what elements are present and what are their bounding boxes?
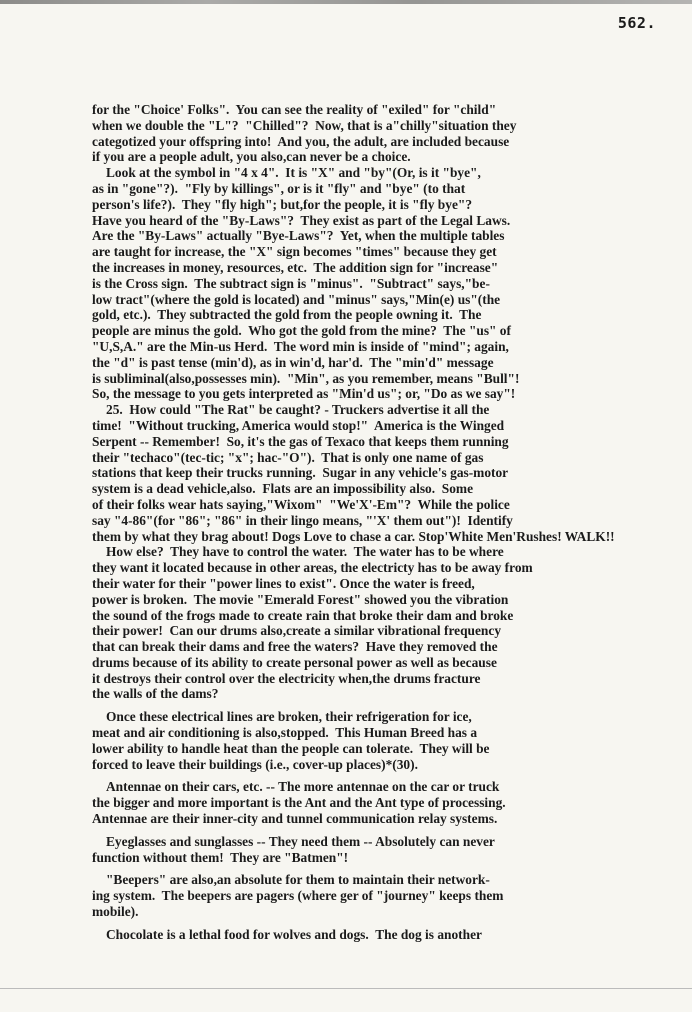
text-line: is the Cross sign. The subtract sign is "minus". "Subtract" says,"be- <box>92 275 490 291</box>
text-line: as in "gone"?). "Fly by killings", or is it "fly" and "bye" (to that <box>92 180 466 196</box>
text-line: Once these electrical lines are broken, their refrigeration for ice, <box>106 709 472 725</box>
text-line: "Beepers" are also,an absolute for them to maintain their network- <box>106 872 490 888</box>
text-line: power is broken. The movie "Emerald Forest" showed you the vibration <box>92 591 509 607</box>
text-line: if you are a people adult, you also,can never be a choice. <box>92 149 411 165</box>
text-line: low tract"(where the gold is located) and "minus" says,"Min(e) us"(the <box>92 291 501 307</box>
text-line: "U,S,A." are the Min-us Herd. The word min is inside of "mind"; again, <box>92 338 509 354</box>
text-line: their power! Can our drums also,create a similar vibrational frequency <box>92 623 502 639</box>
text-line: the bigger and more important is the Ant and the Ant type of processing. <box>92 795 506 811</box>
text-line: that can break their dams and free the waters? Have they removed the <box>92 639 498 655</box>
text-line: time! "Without trucking, America would stop!" America is the Winged <box>92 417 505 433</box>
page-number: 562. <box>617 14 656 32</box>
text-line: their water for their "power lines to exist". Once the water is freed, <box>92 575 475 591</box>
text-line: Are the "By-Laws" actually "Bye-Laws"? Yet, when the multiple tables <box>92 228 505 244</box>
text-line: them by what they brag about! Dogs Love to chase a car. Stop'White Men'Rushes! WALK!! <box>92 528 615 544</box>
text-line: Antennae are their inner-city and tunnel communication relay systems. <box>92 811 498 827</box>
document-body <box>92 102 684 943</box>
text-line: Chocolate is a lethal food for wolves and dogs. The dog is another <box>106 926 482 942</box>
text-line: is subliminal(also,possesses min). "Min", as you remember, means "Bull"! <box>92 370 520 386</box>
text-line: stations that keep their trucks running. Sugar in any vehicle's gas-motor <box>92 465 509 481</box>
text-line: their "techaco"(tec-tic; "x"; hac-"O"). That is only one name of gas <box>92 449 484 465</box>
text-line: they want it located because in other areas, the electricty has to be away from <box>92 560 533 576</box>
text-line: forced to leave their buildings (i.e., cover-up places)*(30). <box>92 756 418 772</box>
text-line: system is a dead vehicle,also. Flats are an impossibility also. Some <box>92 481 474 497</box>
text-line: meat and air conditioning is also,stopped. This Human Breed has a <box>92 725 478 741</box>
text-line: when we double the "L"? "Chilled"? Now, that is a"chilly"situation they <box>92 117 517 133</box>
text-line: for the "Choice' Folks". You can see the reality of "exiled" for "child" <box>92 102 497 117</box>
text-line: of their folks wear hats saying,"Wixom" "We'X'-Em"? While the police <box>92 496 510 512</box>
text-line: Eyeglasses and sunglasses -- They need them -- Absolutely can never <box>106 833 495 849</box>
text-line: How else? They have to control the water. The water has to be where <box>106 544 504 560</box>
text-line: the sound of the frogs made to create rain that broke their dam and broke <box>92 607 514 623</box>
text-line: Look at the symbol in "4 x 4". It is "X" and "by"(Or, is it "bye", <box>106 165 481 181</box>
text-line: say "4-86"(for "86"; "86" in their lingo means, "'X' them out")! Identify <box>92 512 513 528</box>
text-line: people are minus the gold. Who got the gold from the mine? The "us" of <box>92 323 511 339</box>
text-line: Serpent -- Remember! So, it's the gas of Texaco that keeps them running <box>92 433 509 449</box>
text-line: are taught for increase, the "X" sign becomes "times" because they get <box>92 244 497 260</box>
text-line: the increases in money, resources, etc. The addition sign for "increase" <box>92 259 499 275</box>
text-line: the walls of the dams? <box>92 686 219 702</box>
text-line: person's life?). They "fly high"; but,for the people, it is "fly bye"? <box>92 196 473 212</box>
text-line: gold, etc.). They subtracted the gold from the people owning it. The <box>92 307 482 323</box>
scan-top-edge <box>0 0 692 4</box>
text-line: function without them! They are "Batmen"! <box>92 849 349 865</box>
text-line: lower ability to handle heat than the people can tolerate. They will be <box>92 740 490 756</box>
text-line: it destroys their control over the electricity when,the drums fracture <box>92 670 481 686</box>
scan-bottom-edge <box>0 988 692 989</box>
text-line: ing system. The beepers are pagers (where ger of "journey" keeps them <box>92 888 504 904</box>
text-line: mobile). <box>92 904 139 920</box>
text-line: 25. How could "The Rat" be caught? - Truckers advertise it all the <box>106 402 490 418</box>
text-line: Antennae on their cars, etc. -- The more antennae on the car or truck <box>106 779 500 795</box>
text-line: So, the message to you gets interpreted as "Min'd us"; or, "Do as we say"! <box>92 386 516 402</box>
text-line: Have you heard of the "By-Laws"? They exist as part of the Legal Laws. <box>92 212 511 228</box>
text-line: drums because of its ability to create personal power as well as because <box>92 654 497 670</box>
text-line: the "d" is past tense (min'd), as in win'd, har'd. The "min'd" message <box>92 354 494 370</box>
text-line: categotized your offspring into! And you, the adult, are included because <box>92 133 510 149</box>
